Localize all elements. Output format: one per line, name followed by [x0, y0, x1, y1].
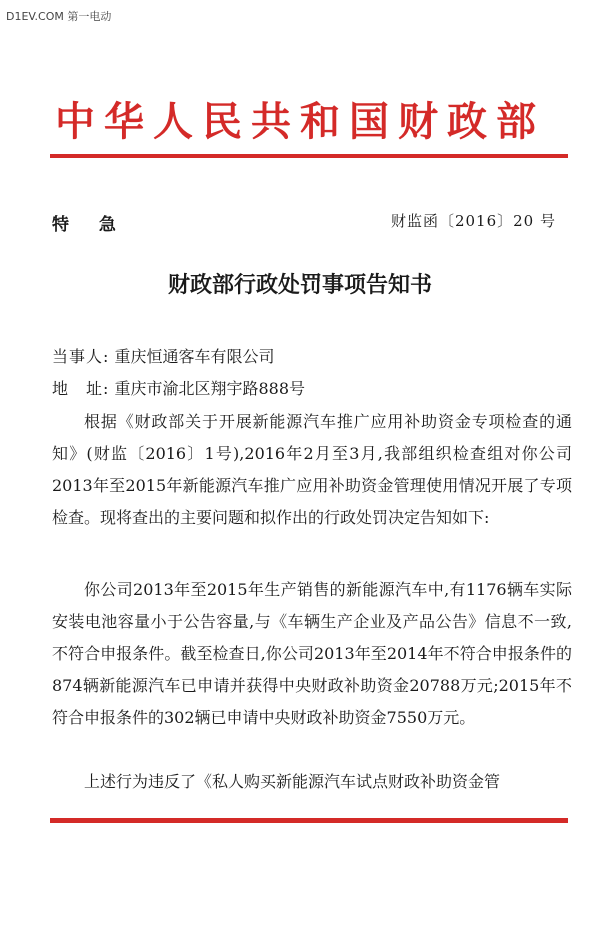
- footer-red-rule: [50, 818, 568, 823]
- party-label: 当事人:: [52, 347, 110, 366]
- address-field: [52, 376, 305, 399]
- address-label: 地 址:: [52, 379, 110, 398]
- body-paragraph-3: 上述行为违反了《私人购买新能源汽车试点财政补助资金管: [84, 772, 501, 791]
- document-number: 财监函〔2016〕20 号: [390, 212, 556, 230]
- address-value: 重庆市渝北区翔宇路888号: [114, 379, 306, 398]
- party-value: 重庆恒通客车有限公司: [114, 347, 275, 366]
- header-red-rule: [50, 154, 568, 158]
- party-field: [52, 344, 275, 367]
- body-paragraph-1: 根据《财政部关于开展新能源汽车推广应用补助资金专项检查的通知》(财监〔2016〕1号),2016年2月至3月,我部组织检查组对你公司2013年至2015年新能源汽车推广应用补助资金管理使用情况开展了专项检查。现将查出的主要问题和拟作出的行政处罚决定告知如下:: [52, 412, 572, 527]
- body-paragraph-2: 你公司2013年至2015年生产销售的新能源汽车中,有1176辆车实际安装电池容量小于公告容量,与《车辆生产企业及产品公告》信息不一致,不符合申报条件。截至检查日,你公司2013年至2014年不符合申报条件的874辆新能源汽车已申请并获得中央财政补助资金20788万元;2015年不符合申报条件的302辆已申请中央财政补助资金7550万元。: [52, 580, 572, 727]
- document-title: 财政部行政处罚事项告知书: [167, 272, 432, 298]
- urgency-label: 特 急: [52, 215, 128, 235]
- site-watermark: D1EV.COM 第一电动: [6, 10, 112, 23]
- issuing-authority-title: 中华人民共和国财政部: [55, 98, 545, 145]
